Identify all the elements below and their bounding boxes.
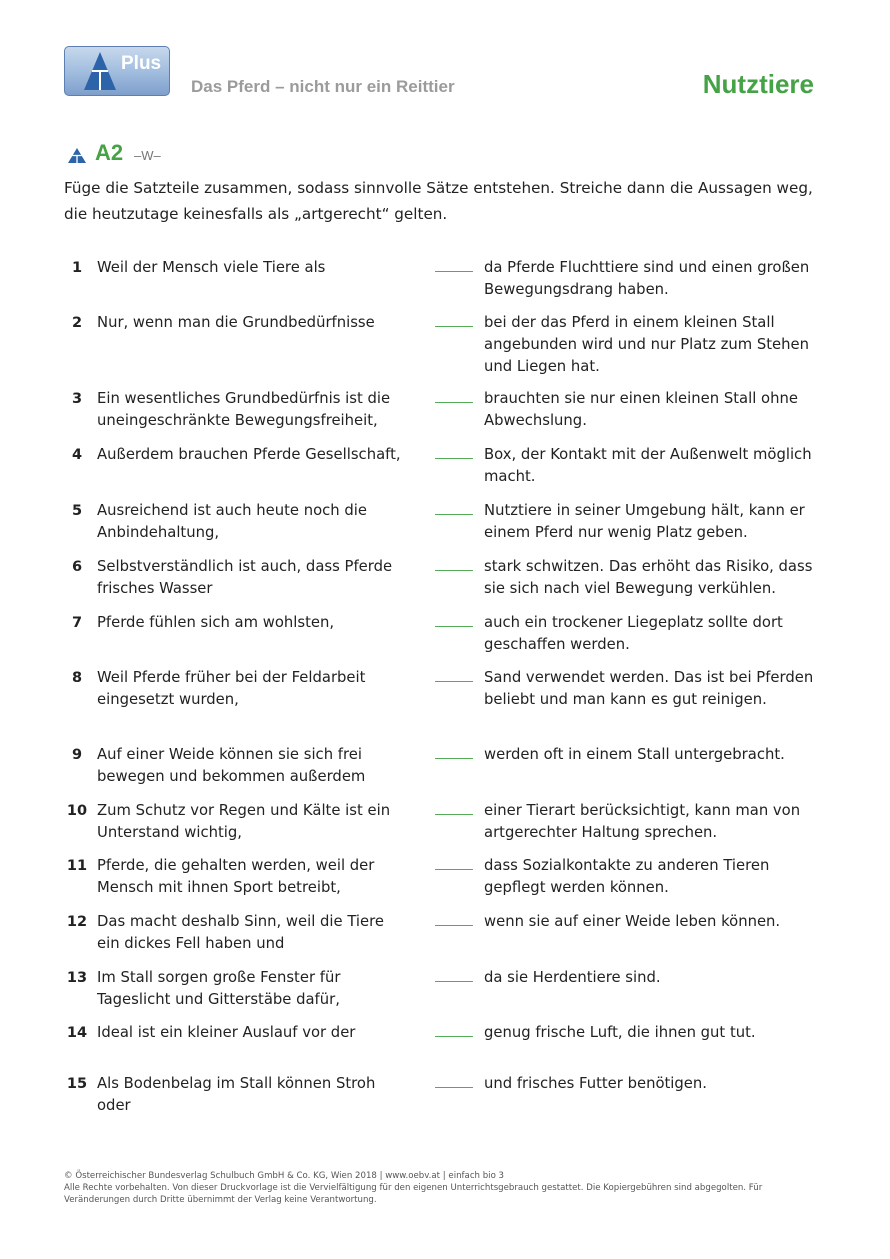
sentence-start: Im Stall sorgen große Fenster für Tageslicht und Gitterstäbe dafür, — [97, 969, 341, 1008]
sentence-start: Pferde, die gehalten werden, weil der Mensch mit ihnen Sport betreibt, — [97, 857, 375, 896]
answer-blank[interactable] — [435, 1036, 473, 1037]
footer-copyright: © Österreichischer Bundesverlag Schulbuch GmbH & Co. KG, Wien 2018 | www.oebv.at | einfach bio 3 — [64, 1171, 505, 1181]
sentence-start: Als Bodenbelag im Stall können Stroh oder — [97, 1075, 376, 1114]
sentence-end: Sand verwendet werden. Das ist bei Pferden beliebt und man kann es gut reinigen. — [484, 669, 814, 708]
sentence-end: da Pferde Fluchttiere sind und einen großen Bewegungsdrang haben. — [484, 259, 810, 298]
row-number: 12 — [66, 914, 88, 930]
row-number: 5 — [71, 503, 83, 519]
sentence-start: Ideal ist ein kleiner Auslauf vor der — [97, 1024, 356, 1041]
answer-blank[interactable] — [435, 681, 473, 682]
row-number: 4 — [71, 447, 83, 463]
sentence-start: Nur, wenn man die Grundbedürfnisse — [97, 314, 375, 331]
answer-blank[interactable] — [435, 925, 473, 926]
sentence-end: und frisches Futter benötigen. — [484, 1075, 707, 1092]
row-number: 14 — [66, 1025, 88, 1041]
row-number: 10 — [66, 803, 88, 819]
sentence-end: dass Sozialkontakte zu anderen Tieren gepflegt werden können. — [484, 857, 770, 896]
sentence-end: genug frische Luft, die ihnen gut tut. — [484, 1024, 756, 1041]
answer-blank[interactable] — [435, 271, 473, 272]
sentence-end: werden oft in einem Stall untergebracht. — [484, 746, 785, 763]
answer-blank[interactable] — [435, 458, 473, 459]
task-label: A2 — [95, 140, 124, 165]
row-number: 3 — [71, 391, 83, 407]
sentence-end: bei der das Pferd in einem kleinen Stall angebunden wird und nur Platz zum Stehen und Liegen hat. — [484, 314, 809, 375]
sentence-start: Zum Schutz vor Regen und Kälte ist ein Unterstand wichtig, — [97, 802, 391, 841]
row-number: 7 — [71, 615, 83, 631]
row-number: 11 — [66, 858, 88, 874]
row-number: 15 — [66, 1076, 88, 1092]
sentence-end: da sie Herdentiere sind. — [484, 969, 661, 986]
answer-blank[interactable] — [435, 1087, 473, 1088]
answer-blank[interactable] — [435, 758, 473, 759]
sentence-start: Weil der Mensch viele Tiere als — [97, 259, 326, 276]
answer-blank[interactable] — [435, 402, 473, 403]
sentence-start: Pferde fühlen sich am wohlsten, — [97, 614, 335, 631]
row-number: 13 — [66, 970, 88, 986]
answer-blank[interactable] — [435, 814, 473, 815]
row-number: 6 — [71, 559, 83, 575]
task-code: –W– — [134, 148, 161, 163]
logo-text: Plus — [121, 53, 162, 74]
row-number: 1 — [71, 260, 83, 276]
sentence-end: Nutztiere in seiner Umgebung hält, kann er einem Pferd nur wenig Platz geben. — [484, 502, 805, 541]
sentence-start: Selbstverständlich ist auch, dass Pferde frisches Wasser — [97, 558, 393, 597]
row-number: 8 — [71, 670, 83, 686]
sentence-end: stark schwitzen. Das erhöht das Risiko, dass sie sich nach viel Bewegung verkühlen. — [484, 558, 813, 597]
sentence-start: Das macht deshalb Sinn, weil die Tiere ein dickes Fell haben und — [97, 913, 385, 952]
answer-blank[interactable] — [435, 869, 473, 870]
answer-blank[interactable] — [435, 326, 473, 327]
task-instruction: Füge die Satzteile zusammen, sodass sinnvolle Sätze entstehen. Streiche dann die Aussagen weg, die heutzutage keinesfalls als „artgerecht“ gelten. — [64, 179, 813, 223]
sentence-start: Ausreichend ist auch heute noch die Anbindehaltung, — [97, 502, 367, 541]
row-number: 2 — [71, 315, 83, 331]
triangle-icon — [68, 148, 86, 163]
page-subtitle: Das Pferd – nicht nur ein Reittier — [191, 77, 455, 96]
sentence-end: wenn sie auf einer Weide leben können. — [484, 913, 781, 930]
triangle-icon — [83, 51, 117, 91]
sentence-end: Box, der Kontakt mit der Außenwelt möglich macht. — [484, 446, 812, 485]
sentence-end: brauchten sie nur einen kleinen Stall ohne Abwechslung. — [484, 390, 798, 429]
section-title: Nutztiere — [702, 69, 814, 99]
answer-blank[interactable] — [435, 626, 473, 627]
plus-logo — [64, 46, 170, 96]
row-number: 9 — [71, 747, 83, 763]
footer — [64, 1170, 824, 1206]
sentence-start: Weil Pferde früher bei der Feldarbeit eingesetzt wurden, — [97, 669, 366, 708]
answer-blank[interactable] — [435, 514, 473, 515]
sentence-start: Außerdem brauchen Pferde Gesellschaft, — [97, 446, 401, 463]
sentence-start: Ein wesentliches Grundbedürfnis ist die uneingeschränkte Bewegungsfreiheit, — [97, 390, 391, 429]
sentence-start: Auf einer Weide können sie sich frei bewegen und bekommen außerdem — [97, 746, 366, 785]
footer-rights: Alle Rechte vorbehalten. Von dieser Druckvorlage ist die Vervielfältigung für den eigenen Unterrichtsgebrauch gestattet. Die Kopiergebühren sind abgegolten. Für Veränderungen durch Dritte übernimmt der Verlag keine Verantwortung. — [64, 1183, 763, 1205]
answer-blank[interactable] — [435, 570, 473, 571]
answer-blank[interactable] — [435, 981, 473, 982]
sentence-end: auch ein trockener Liegeplatz sollte dort geschaffen werden. — [484, 614, 783, 653]
sentence-end: einer Tierart berücksichtigt, kann man von artgerechter Haltung sprechen. — [484, 802, 801, 841]
